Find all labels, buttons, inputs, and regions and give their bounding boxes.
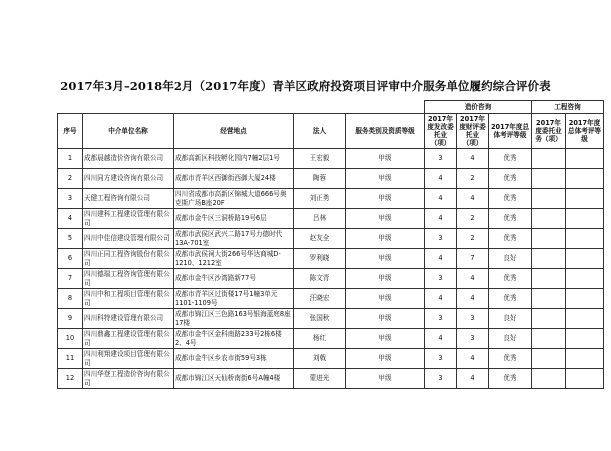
cell-eng-count [532,209,566,229]
cell-cost-grade: 优秀 [489,229,532,249]
cell-company-name: 四川正同工程咨询股份有限公司 [83,249,174,269]
cell-qualification: 甲级 [346,189,425,209]
cell-cost-grade: 良好 [489,329,532,349]
cell-cost-count: 3 [425,369,457,389]
cell-eng-count [532,349,566,369]
cell-company-name: 四川华登工程造价咨询有限公司 [83,369,174,389]
col-header-legal: 法人 [294,114,346,149]
cell-finance-count: 4 [457,369,489,389]
cell-eng-count [532,229,566,249]
cell-address: 成都市青羊区西御街西御大厦24楼 [174,169,294,189]
cell-eng-count [532,269,566,289]
cell-eng-count [532,369,566,389]
cell-cost-grade: 优秀 [489,189,532,209]
cell-cost-count: 4 [425,289,457,309]
cell-cost-grade: 优秀 [489,169,532,189]
cell-eng-grade [566,229,604,249]
cell-legal-rep: 赵友全 [294,229,346,249]
cell-cost-grade: 优秀 [489,269,532,289]
cell-seq: 1 [58,149,83,169]
col-header-category: 服务类别及资质等级 [346,114,425,149]
col-header-eng-grade: 2017年度总体考评等级 [566,114,604,149]
cell-address: 成都市青羊区过街楼17号1幢3单元1101-1109号 [174,289,294,309]
cell-qualification: 甲级 [346,269,425,289]
cell-eng-grade [566,149,604,169]
cell-legal-rep: 陶蓉 [294,169,346,189]
cell-seq: 12 [58,369,83,389]
cell-address: 成都市武侯祠大街266号华达商城D-1210、1212室 [174,249,294,269]
cell-qualification: 甲级 [346,169,425,189]
group-header-cost: 造价咨询 [425,101,532,114]
cell-finance-count: 4 [457,189,489,209]
cell-legal-rep: 刘戟 [294,349,346,369]
cell-qualification: 甲级 [346,329,425,349]
evaluation-table [57,100,604,389]
table-row [58,329,604,349]
cell-legal-rep: 张国秋 [294,309,346,329]
table-row [58,349,604,369]
cell-seq: 7 [58,269,83,289]
cell-seq: 6 [58,249,83,269]
group-header-spacer [58,101,425,114]
table-row [58,189,604,209]
cell-address: 四川省成都市高新区锦城大道666号奥克斯广场B座20F [174,189,294,209]
cell-eng-count [532,249,566,269]
cell-qualification: 甲级 [346,149,425,169]
cell-finance-count: 4 [457,349,489,369]
cell-cost-grade: 优秀 [489,349,532,369]
cell-finance-count: 4 [457,149,489,169]
cell-eng-count [532,149,566,169]
cell-cost-count: 3 [425,149,457,169]
cell-company-name: 四川科特建设管理有限公司 [83,309,174,329]
cell-eng-grade [566,269,604,289]
cell-cost-count: 3 [425,229,457,249]
cell-cost-count: 3 [425,269,457,289]
cell-seq: 9 [58,309,83,329]
col-header-address: 经营地点 [174,114,294,149]
cell-qualification: 甲级 [346,349,425,369]
cell-finance-count: 3 [457,329,489,349]
cell-legal-rep: 蒙进光 [294,369,346,389]
cell-cost-count: 4 [425,209,457,229]
cell-eng-count [532,329,566,349]
table-row [58,369,604,389]
cell-finance-count: 3 [457,309,489,329]
cell-company-name: 四川中佳信建设管理有限公司 [83,229,174,249]
col-header-finance-count: 2017年度财评委托业（项） [457,114,489,149]
cell-eng-grade [566,349,604,369]
cell-legal-rep: 吕林 [294,209,346,229]
col-header-cost-count: 2017年度发改委托业（项） [425,114,457,149]
cell-cost-count: 4 [425,189,457,209]
table-row [58,269,604,289]
table-row [58,169,604,189]
cell-company-name: 四川利翔建设项目管理有限公司 [83,349,174,369]
cell-address: 成都市锦江区天仙桥南街6号A幢4楼 [174,369,294,389]
cell-legal-rep: 杨红 [294,329,346,349]
cell-cost-count: 4 [425,329,457,349]
cell-seq: 2 [58,169,83,189]
col-header-cost-grade: 2017年度总体考评等级 [489,114,532,149]
cell-finance-count: 4 [457,289,489,309]
cell-address: 成都市锦江区三色路163号银海蓝庭8座17楼 [174,309,294,329]
cell-finance-count: 4 [457,269,489,289]
cell-cost-grade: 优秀 [489,289,532,309]
cell-eng-grade [566,329,604,349]
cell-legal-rep: 罗利晓 [294,249,346,269]
table-row [58,309,604,329]
cell-eng-count [532,309,566,329]
cell-qualification: 甲级 [346,309,425,329]
cell-qualification: 甲级 [346,369,425,389]
cell-finance-count: 2 [457,229,489,249]
cell-company-name: 成都晨越造价咨询有限公司 [83,149,174,169]
cell-address: 成都市金牛区三洞桥路19号6层 [174,209,294,229]
cell-address: 成都市金牛区金科南路233号2栋6楼2、4号 [174,329,294,349]
col-header-eng-count: 2017年度委托业务（项） [532,114,566,149]
cell-qualification: 甲级 [346,249,425,269]
cell-cost-count: 4 [425,169,457,189]
cell-legal-rep: 汪晓宏 [294,289,346,309]
cell-finance-count: 2 [457,169,489,189]
cell-company-name: 天健工程咨询有限公司 [83,189,174,209]
cell-address: 成都市武侯区武兴二路17号力德时代13A-701室 [174,229,294,249]
cell-seq: 10 [58,329,83,349]
group-header-row [58,101,604,114]
cell-finance-count: 7 [457,249,489,269]
cell-eng-grade [566,309,604,329]
cell-address: 成都市金牛区乡农市街59号3栋 [174,349,294,369]
group-header-engineering: 工程咨询 [532,101,604,114]
cell-cost-grade: 良好 [489,309,532,329]
cell-seq: 4 [58,209,83,229]
cell-cost-grade: 优秀 [489,149,532,169]
cell-seq: 3 [58,189,83,209]
cell-eng-grade [566,289,604,309]
cell-qualification: 甲级 [346,209,425,229]
cell-legal-rep: 刘正勇 [294,189,346,209]
cell-eng-grade [566,169,604,189]
table-row [58,229,604,249]
cell-cost-grade: 良好 [489,249,532,269]
cell-company-name: 四川建科工程建设管理有限公司 [83,209,174,229]
table-body [58,149,604,389]
cell-cost-count: 3 [425,349,457,369]
cell-eng-count [532,169,566,189]
cell-legal-rep: 陈文青 [294,269,346,289]
cell-eng-grade [566,209,604,229]
cell-company-name: 四川德瑞工程咨询管理有限公司 [83,269,174,289]
cell-finance-count: 2 [457,209,489,229]
cell-seq: 5 [58,229,83,249]
cell-company-name: 四川同方建设咨询有限公司 [83,169,174,189]
cell-qualification: 甲级 [346,289,425,309]
cell-legal-rep: 王宏毅 [294,149,346,169]
cell-seq: 11 [58,349,83,369]
table-row [58,209,604,229]
document-title: 2017年3月–2018年2月（2017年度）青羊区政府投资项目评审中介服务单位履约综合评价表 [60,79,551,93]
cell-qualification: 甲级 [346,229,425,249]
cell-company-name: 四川鼎鑫工程建设管理有限公司 [83,329,174,349]
cell-cost-count: 3 [425,309,457,329]
cell-address: 成都高新区科技孵化园内7幢2层1号 [174,149,294,169]
col-header-name: 中介单位名称 [83,114,174,149]
cell-eng-count [532,189,566,209]
table-row [58,289,604,309]
cell-eng-grade [566,369,604,389]
cell-address: 成都市金牛区沙湾路新77号 [174,269,294,289]
cell-eng-grade [566,189,604,209]
cell-eng-grade [566,249,604,269]
cell-cost-grade: 优秀 [489,209,532,229]
table-row [58,149,604,169]
cell-company-name: 四川中和工程项目管理有限公司 [83,289,174,309]
cell-seq: 8 [58,289,83,309]
column-header-row [58,114,604,149]
cell-eng-count [532,289,566,309]
col-header-seq: 序号 [58,114,83,149]
cell-cost-count: 4 [425,249,457,269]
table-row [58,249,604,269]
cell-cost-grade: 优秀 [489,369,532,389]
